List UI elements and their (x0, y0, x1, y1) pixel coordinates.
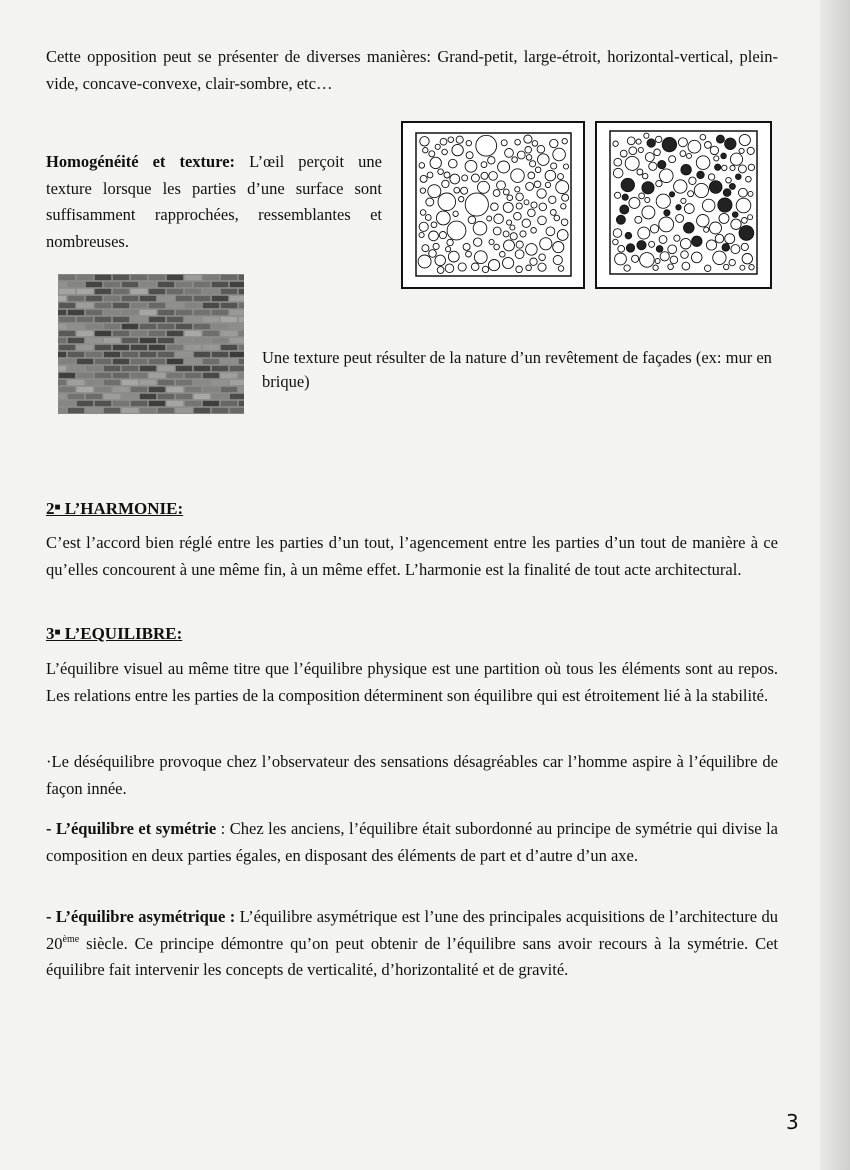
brick-wall-photo (58, 274, 244, 414)
homogeneous-texture-pattern (403, 123, 583, 287)
harmonie-number: 2 (46, 499, 55, 518)
asymmetry-title: - L’équilibre asymétrique : (46, 907, 236, 926)
texture-figure-homogeneous (401, 121, 585, 289)
asymmetry-body-1: L’équilibre asymétrique est l’une des principales acquisitions de l’architecture du 20 (46, 907, 779, 953)
page-edge-shadow (820, 0, 850, 1170)
brick-caption: Une texture peut résulter de la nature d’un revêtement de façades (ex: mur en brique) (262, 348, 772, 391)
page-number: 3 (786, 1110, 799, 1134)
heterogeneous-texture-pattern (597, 123, 770, 287)
harmonie-title: L’HARMONIE: (60, 499, 184, 518)
asymmetry-body-2: siècle. Ce principe démontre qu’on peut obtenir de l’équilibre sans avoir recours à la symétrie. Cet équilibre fait intervenir les concepts de verticalité, d’horizontalité et de gravité. (46, 933, 778, 979)
intro-paragraph: Cette opposition peut se présenter de diverses manières: Grand-petit, large-étroit, horizontal-vertical, plein-vide, concave-convexe, clair-sombre, etc… (46, 47, 778, 93)
harmonie-heading: 2■ L’HARMONIE: (46, 499, 184, 518)
texture-body: L’œil perçoit une texture lorsque les parties d’une surface sont suffisamment rapprochées, ressemblantes et nombreuses. (46, 152, 382, 251)
symmetry-title: - L’équilibre et symétrie (46, 819, 217, 838)
symmetry-body: : Chez les anciens, l’équilibre était subordonné au principe de symétrie qui divise la composition en deux parties égales, en disposant des éléments de part et d’autre d’un axe. (46, 819, 778, 865)
texture-paragraph (46, 149, 382, 255)
harmonie-paragraph: C’est l’accord bien réglé entre les parties d’un tout, l’agencement entre les parties d’un tout de manière à ce qu’elles concourent à une même fin, à un même effet. L’harmonie est la finalité de tout acte architectural. (46, 533, 778, 579)
asymmetry-superscript: ème (62, 933, 80, 945)
symmetry-paragraph (46, 816, 778, 869)
brick-wall-pattern (58, 274, 244, 414)
asymmetry-paragraph (46, 904, 778, 984)
texture-figure-heterogeneous (595, 121, 772, 289)
texture-title: Homogénéité et texture: (46, 152, 236, 171)
equilibre-title: L’EQUILIBRE: (60, 624, 183, 643)
equilibre-paragraph-2: ·Le déséquilibre provoque chez l’observateur des sensations désagréables car l’homme aspire à l’équilibre de façon innée. (46, 752, 778, 798)
equilibre-number: 3 (46, 624, 55, 643)
equilibre-paragraph-1: L’équilibre visuel au même titre que l’équilibre physique est une partition où tous les éléments sont au repos. Les relations entre les parties de la composition déterminent son équilibre qui est étroitement lié à la stabilité. (46, 659, 778, 705)
equilibre-heading: 3■ L’EQUILIBRE: (46, 624, 183, 643)
